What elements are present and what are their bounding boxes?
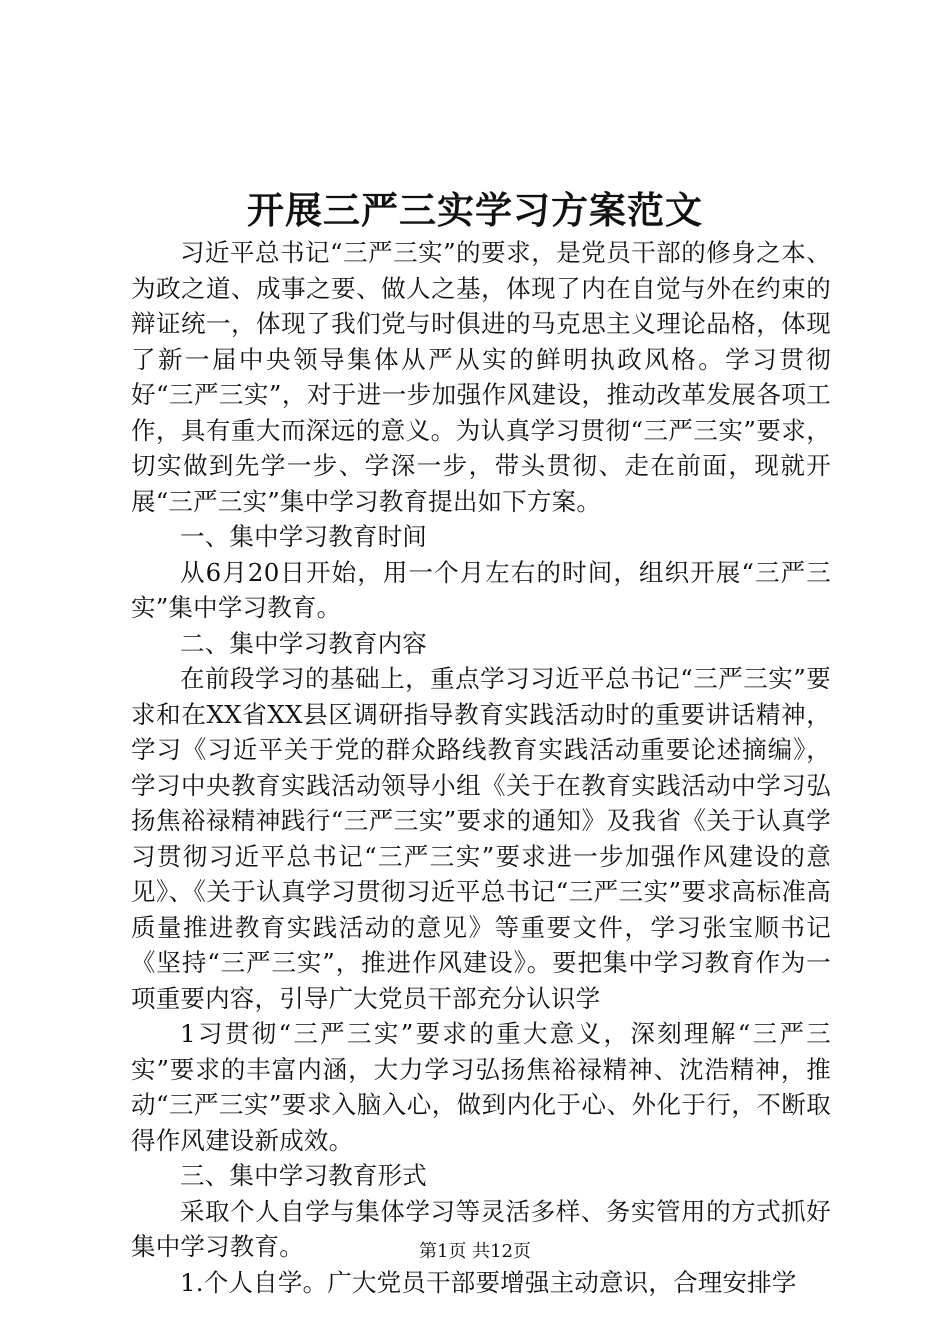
form-paragraph: 采取个人自学与集体学习等灵活多样、务实管用的方式抓好集中学习教育。 [131, 1196, 831, 1261]
page-number-footer: 第1页 共12页 [418, 1241, 532, 1262]
content-paragraph: 在前段学习的基础上，重点学习习近平总书记“三严三实”要求和在XX省XX县区调研指导教育实践活动时的重要讲话精神，学习《习近平关于党的群众路线教育实践活动重要论述摘编》，学习中央教育实践活动领导小组《关于在教育实践活动中学习弘扬焦裕禄精神践行“三严三实”要求的通知》及我省《关于认真学习贯彻习近平总书记“三严三实”要求进一步加强作风建设的意见》、《关于认真学习贯彻习近平总书记“三严三实”要求高标准高质量推进教育实践活动的意见》等重要文件，学习张宝顺书记《坚持“三严三实”，推进作风建设》。要把集中学习教育作为一项重要内容，引导广大党员干部充分认识学 [131, 664, 831, 1013]
intro-paragraph: 习近平总书记“三严三实”的要求，是党员干部的修身之本、为政之道、成事之要、做人之基，体现了内在自觉与外在约束的辩证统一，体现了我们党与时俱进的马克思主义理论品格，体现了新一届中央领导集体从严从实的鲜明执政风格。学习贯彻好“三严三实”，对于进一步加强作风建设，推动改革发展各项工作，具有重大而深远的意义。为认真学习贯彻“三严三实”要求，切实做到先学一步、学深一步，带头贯彻、走在前面，现就开展“三严三实”集中学习教育提出如下方案。 [131, 238, 831, 516]
time-paragraph: 从6月20日开始，用一个月左右的时间，组织开展“三严三实”集中学习教育。 [131, 557, 831, 622]
section-heading-content: 二、集中学习教育内容 [180, 628, 427, 658]
content-paragraph-continued: 1习贯彻“三严三实”要求的重大意义，深刻理解“三严三实”要求的丰富内涵，大力学习弘扬焦裕禄精神、沈浩精神，推动“三严三实”要求入脑入心，做到内化于心、外化于行，不断取得作风建设新成效。 [131, 1019, 831, 1155]
section-heading-time: 一、集中学习教育时间 [180, 522, 427, 551]
document-body [131, 235, 831, 1300]
section-heading-form: 三、集中学习教育形式 [180, 1161, 427, 1190]
document-title: 开展三严三实学习方案范文 [247, 188, 703, 232]
self-study-paragraph: 1.个人自学。广大党员干部要增强主动意识，合理安排学 [180, 1267, 797, 1297]
